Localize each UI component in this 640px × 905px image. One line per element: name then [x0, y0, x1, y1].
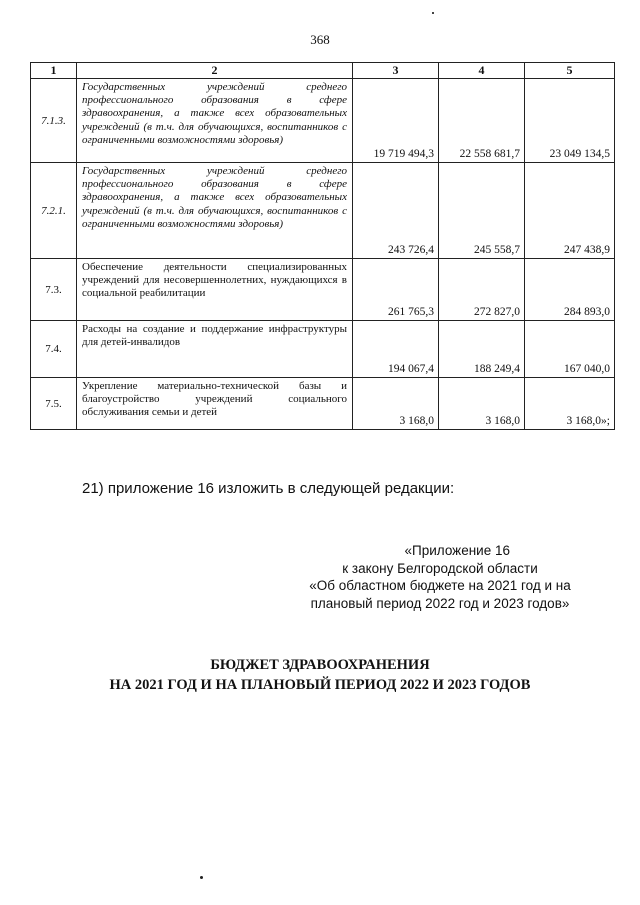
title-line: НА 2021 ГОД И НА ПЛАНОВЫЙ ПЕРИОД 2022 И 2023 ГОДОВ [109, 676, 531, 693]
value-2021: 243 726,4 [353, 163, 439, 259]
value-2023: 247 438,9 [525, 163, 615, 259]
row-code: 7.3. [31, 259, 77, 321]
column-header: 1 [31, 63, 77, 79]
value-2023: 167 040,0 [525, 321, 615, 378]
appendix-line: «Об областном бюджете на 2021 год и на [309, 578, 571, 594]
value-2022: 22 558 681,7 [439, 79, 525, 163]
value-2023: 284 893,0 [525, 259, 615, 321]
value-2021: 19 719 494,3 [353, 79, 439, 163]
appendix-header [290, 542, 590, 612]
value-2022: 188 249,4 [439, 321, 525, 378]
row-description: Обеспечение деятельности специализированных учреждений для несовершеннолетних, нуждающихся в социальной реабилитации [77, 259, 353, 321]
document-title [0, 656, 640, 695]
budget-table [30, 62, 615, 430]
scan-speck [200, 876, 203, 879]
table-row [31, 321, 615, 378]
scan-speck [432, 12, 434, 14]
value-2021: 261 765,3 [353, 259, 439, 321]
column-header: 4 [439, 63, 525, 79]
value-2022: 272 827,0 [439, 259, 525, 321]
title-line: БЮДЖЕТ ЗДРАВООХРАНЕНИЯ [210, 657, 430, 673]
column-header: 3 [353, 63, 439, 79]
table-row [31, 259, 615, 321]
row-code: 7.2.1. [31, 163, 77, 259]
row-description: Укрепление материально-технической базы и благоустройство учреждений социального обслуживания семьи и детей [77, 378, 353, 430]
value-2021: 3 168,0 [353, 378, 439, 430]
appendix-line: плановый период 2022 год и 2023 годов» [310, 595, 570, 611]
row-code: 7.1.3. [31, 79, 77, 163]
row-description: Расходы на создание и поддержание инфраструктуры для детей-инвалидов [77, 321, 353, 378]
value-2023: 3 168,0»; [525, 378, 615, 430]
row-description: Государственных учреждений среднего профессионального образования в сфере здравоохранения, а также всех образовательных учреждений (в т.ч. для обучающихся, воспитанников с ограниченными возможностями здоровья) [77, 163, 353, 259]
table-row [31, 79, 615, 163]
appendix-line: к закону Белгородской области [342, 560, 538, 576]
row-description: Государственных учреждений среднего профессионального образования в сфере здравоохранения, а также всех образовательных учреждений (в т.ч. для обучающихся, воспитанников с ограниченными возможностями здоровья) [77, 79, 353, 163]
value-2023: 23 049 134,5 [525, 79, 615, 163]
column-header: 5 [525, 63, 615, 79]
appendix-line: «Приложение 16 [404, 543, 510, 558]
value-2022: 3 168,0 [439, 378, 525, 430]
page-number: 368 [310, 32, 330, 47]
value-2021: 194 067,4 [353, 321, 439, 378]
table-row [31, 378, 615, 430]
table-row [31, 163, 615, 259]
table-header-row [31, 63, 615, 79]
column-header: 2 [77, 63, 353, 79]
amendment-text: 21) приложение 16 изложить в следующей редакции: [82, 480, 455, 497]
row-code: 7.4. [31, 321, 77, 378]
row-code: 7.5. [31, 378, 77, 430]
value-2022: 245 558,7 [439, 163, 525, 259]
